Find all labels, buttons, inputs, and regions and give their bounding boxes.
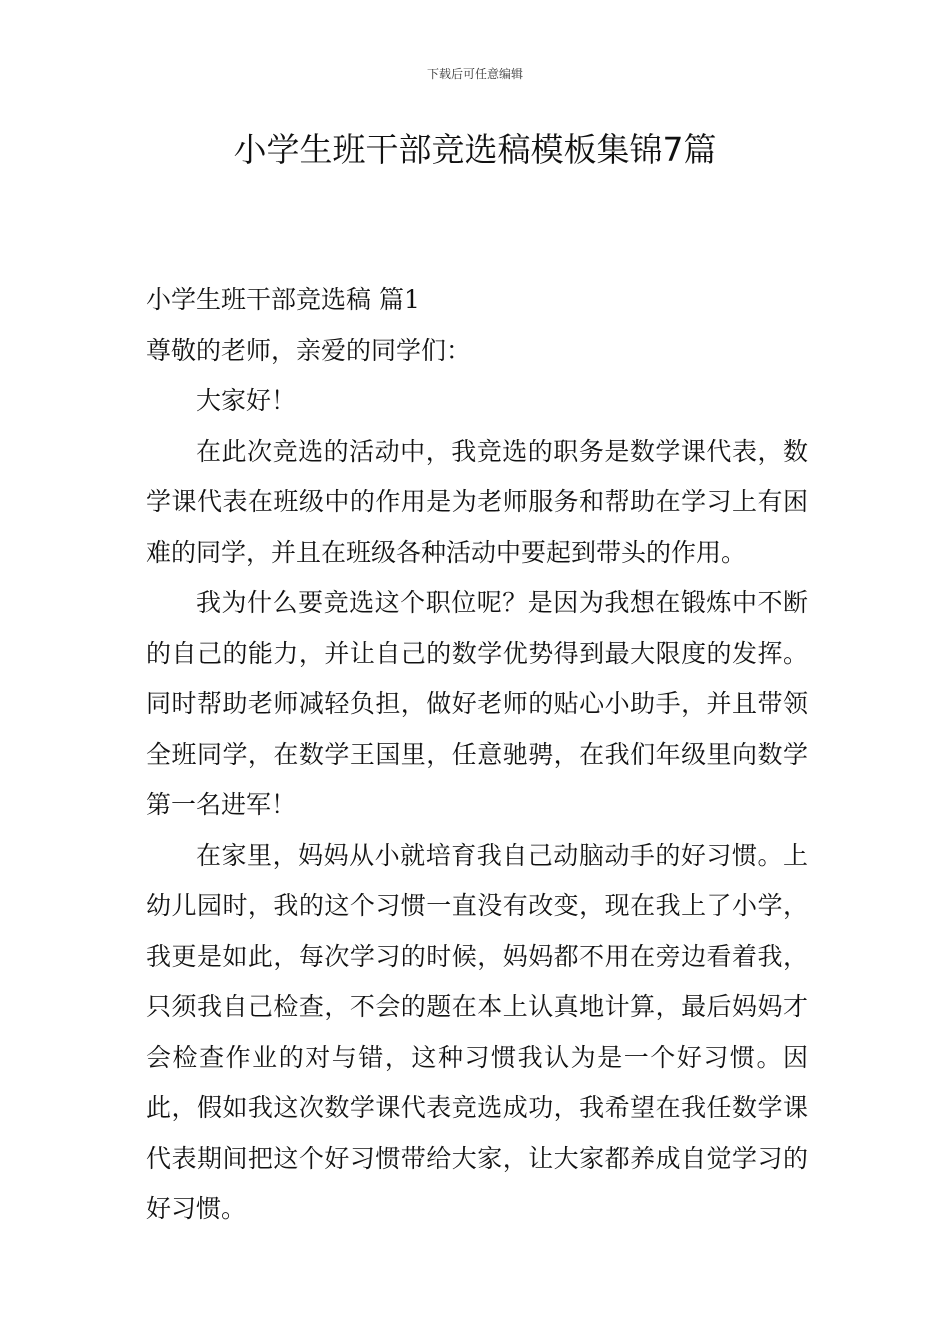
section-heading: 小学生班干部竞选稿 篇1 bbox=[146, 285, 420, 314]
paragraph-1: 在此次竞选的活动中，我竞选的职务是数学课代表，数学课代表在班级中的作用是为老师服务和帮助在学习上有困难的同学，并且在班级各种活动中要起到带头的作用。 bbox=[146, 436, 808, 567]
paragraph-2: 我为什么要竞选这个职位呢？是因为我想在锻炼中不断的自己的能力，并让自己的数学优势得到最大限度的发挥。同时帮助老师减轻负担，做好老师的贴心小助手，并且带领全班同学，在数学王国里，任意驰骋，在我们年级里向数学第一名进军！ bbox=[146, 588, 808, 819]
salutation: 尊敬的老师，亲爱的同学们： bbox=[146, 335, 472, 365]
document-title: 小学生班干部竞选稿模板集锦7篇 bbox=[233, 130, 717, 169]
greeting: 大家好！ bbox=[196, 386, 297, 415]
header-note: 下载后可任意编辑 bbox=[426, 67, 523, 81]
paragraph-3: 在家里，妈妈从小就培育我自己动脑动手的好习惯。上幼儿园时，我的这个习惯一直没有改变，现在我上了小学，我更是如此，每次学习的时候，妈妈都不用在旁边看着我，只须我自己检查，不会的题在本上认真地计算，最后妈妈才会检查作业的对与错，这种习惯我认为是一个好习惯。因此，假如我这次数学课代表竞选成功，我希望在我任数学课代表期间把这个好习惯带给大家，让大家都养成自觉学习的好习惯。 bbox=[146, 840, 808, 1223]
document-body bbox=[146, 275, 808, 1235]
